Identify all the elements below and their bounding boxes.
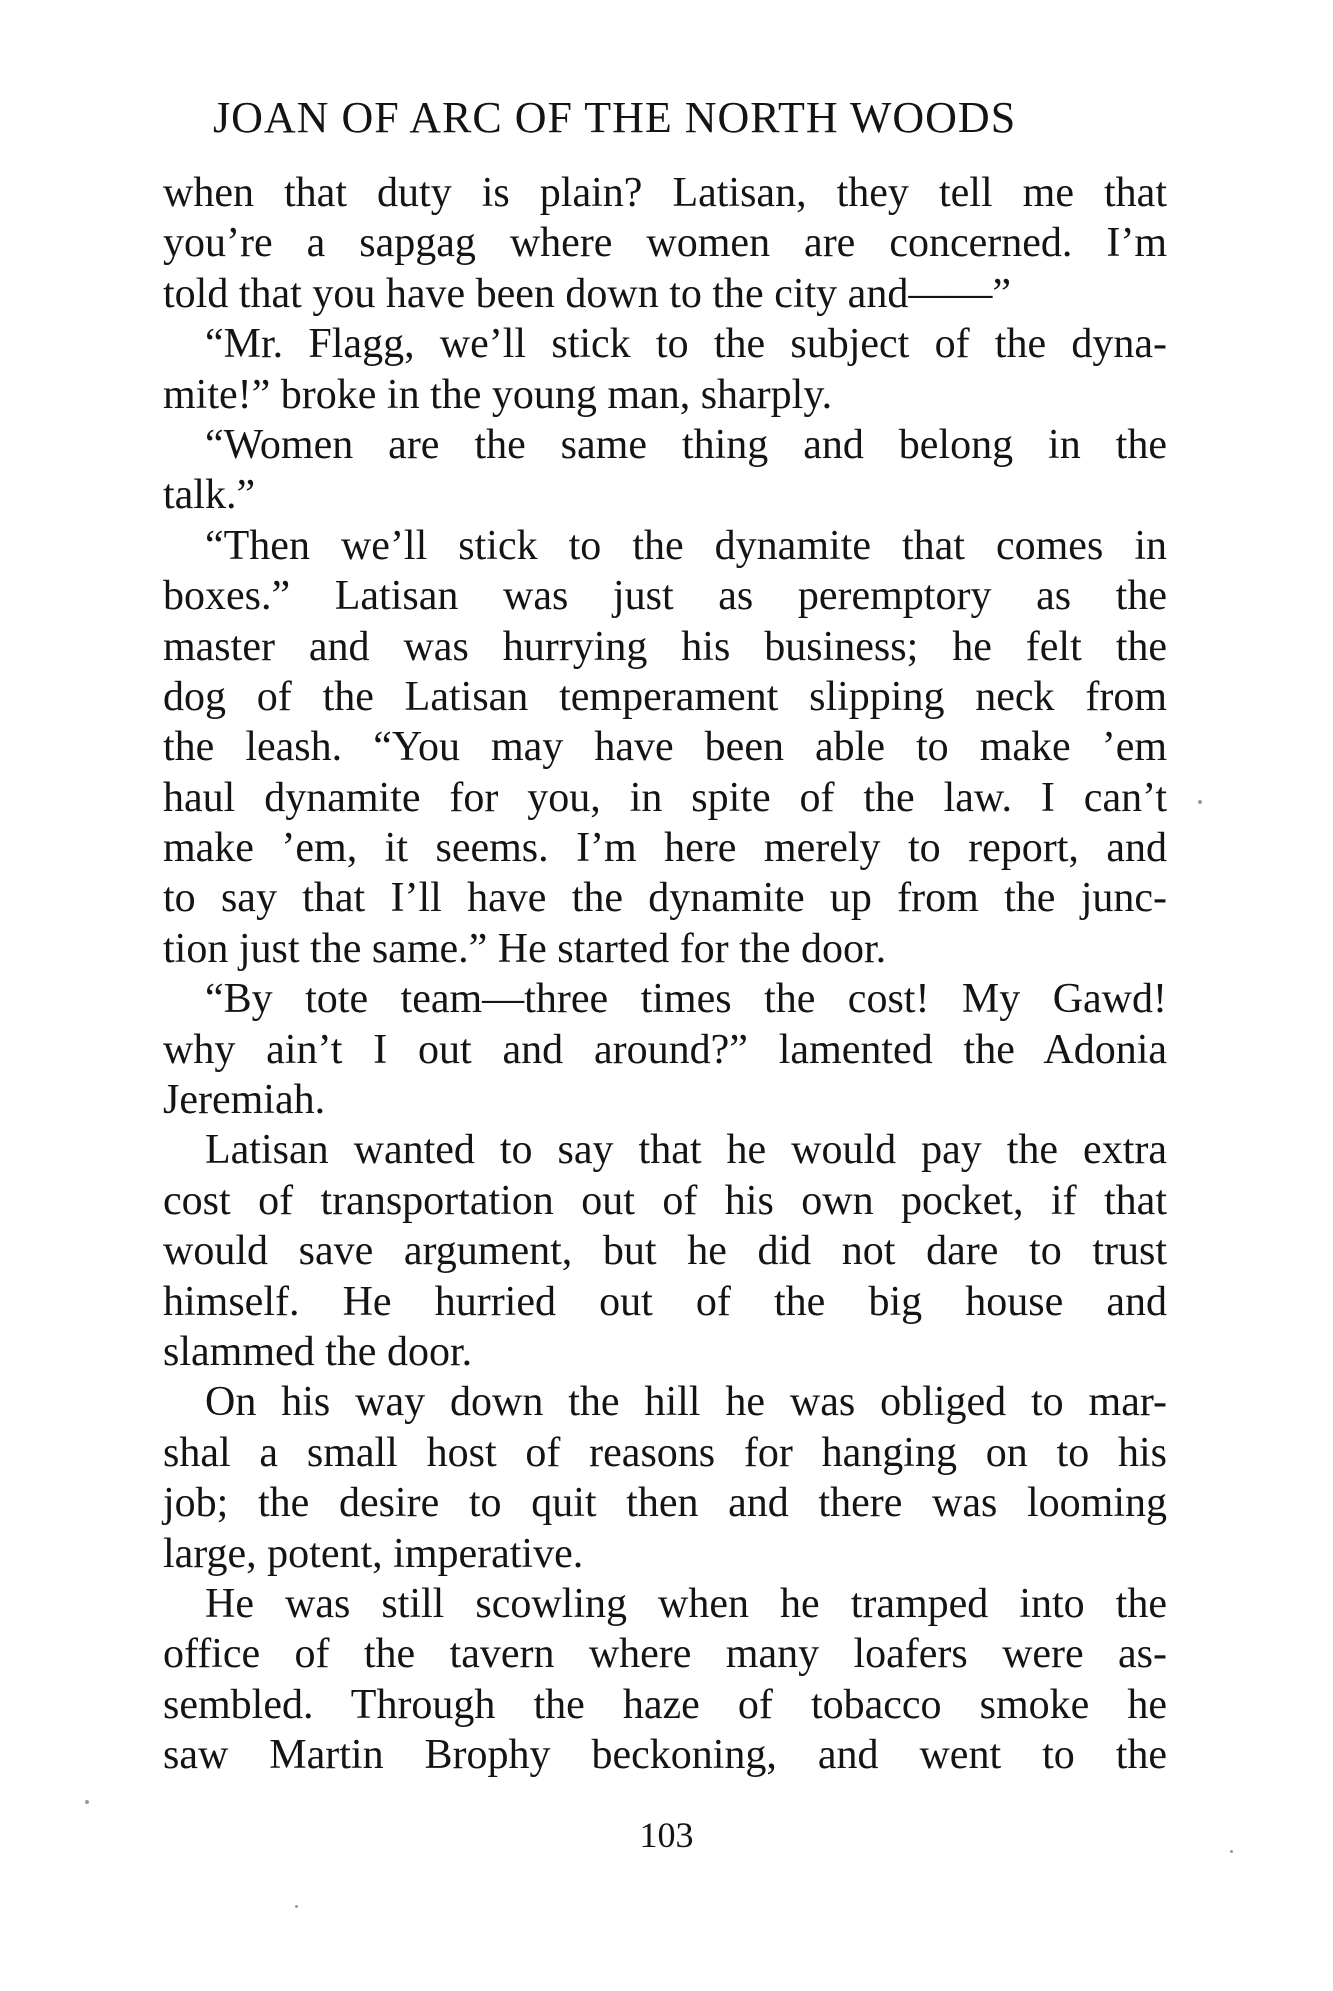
text-line: to say that I’ll have the dynamite up from the junc-: [163, 875, 1167, 922]
text-line: why ain’t I out and around?” lamented the Adonia: [163, 1026, 1167, 1073]
scan-speck: [1198, 800, 1202, 804]
text-line: tion just the same.” He started for the door.: [163, 925, 887, 972]
text-line: “Women are the same thing and belong in the: [205, 421, 1167, 468]
text-line: “By tote team—three times the cost! My Gawd!: [205, 976, 1167, 1023]
text-line: sembled. Through the haze of tobacco smoke he: [163, 1681, 1167, 1728]
text-line: Latisan wanted to say that he would pay the extra: [205, 1127, 1167, 1174]
text-line: On his way down the hill he was obliged to mar-: [205, 1379, 1167, 1426]
text-line: large, potent, imperative.: [163, 1530, 584, 1577]
text-line: boxes.” Latisan was just as peremptory as the: [163, 573, 1167, 620]
text-line: Jeremiah.: [163, 1077, 326, 1124]
text-line: talk.”: [163, 472, 256, 519]
text-line: the leash. “You may have been able to make ’em: [163, 724, 1167, 771]
text-line: mite!” broke in the young man, sharply.: [163, 371, 833, 418]
text-line: himself. He hurried out of the big house and: [163, 1278, 1167, 1325]
text-line: make ’em, it seems. I’m here merely to report, and: [163, 825, 1167, 872]
text-line: told that you have been down to the city and——”: [163, 270, 1011, 317]
text-line: you’re a sapgag where women are concerned. I’m: [163, 220, 1167, 267]
text-line: saw Martin Brophy beckoning, and went to the: [163, 1732, 1167, 1779]
page-number: 103: [639, 1815, 694, 1855]
text-line: office of the tavern where many loafers were as-: [163, 1631, 1167, 1678]
text-line: master and was hurrying his business; he felt the: [163, 623, 1167, 670]
text-line: slammed the door.: [163, 1328, 473, 1375]
text-line: shal a small host of reasons for hanging on to his: [163, 1429, 1167, 1476]
text-line: haul dynamite for you, in spite of the law. I can’t: [163, 774, 1167, 821]
text-line: job; the desire to quit then and there was looming: [163, 1480, 1167, 1527]
text-line: cost of transportation out of his own pocket, if that: [163, 1177, 1167, 1224]
text-line: dog of the Latisan temperament slipping neck from: [163, 673, 1167, 720]
running-head: JOAN OF ARC OF THE NORTH WOODS: [213, 93, 1017, 142]
scan-speck: [1230, 1850, 1233, 1853]
text-line: “Mr. Flagg, we’ll stick to the subject of the dyna-: [205, 321, 1167, 368]
text-line: would save argument, but he did not dare to trust: [163, 1228, 1167, 1275]
body-text: [163, 168, 1167, 1781]
text-line: when that duty is plain? Latisan, they tell me that: [163, 170, 1167, 216]
text-line: “Then we’ll stick to the dynamite that comes in: [205, 522, 1167, 569]
scan-speck: [295, 1905, 298, 1908]
text-line: He was still scowling when he tramped into the: [205, 1580, 1167, 1627]
scan-speck: [85, 1800, 89, 1804]
